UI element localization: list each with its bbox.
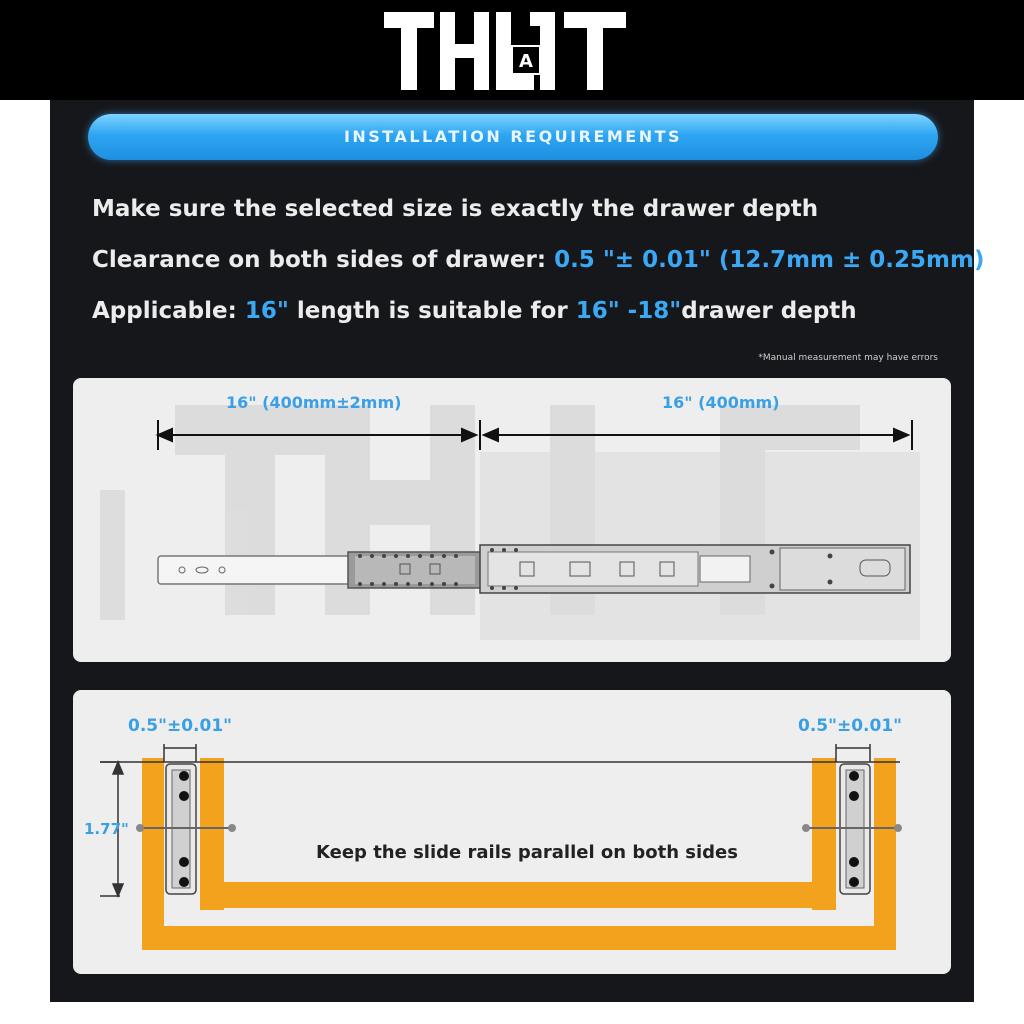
parallel-caption: Keep the slide rails parallel on both sides [316, 842, 738, 863]
measurement-note: *Manual measurement may have errors [758, 353, 938, 363]
right-clearance-label: 0.5"±0.01" [798, 716, 903, 736]
extended-length-label: 16" (400mm) [662, 393, 780, 412]
depth-range: 16" -18" [575, 298, 682, 324]
applicable-mid: length is suitable for [288, 298, 576, 324]
requirement-line-1: Make sure the selected size is exactly the drawer depth [92, 196, 819, 222]
banner-title: INSTALLATION REQUIREMENTS [343, 127, 683, 146]
slide-length: 16" [244, 298, 289, 324]
left-clearance-label: 0.5"±0.01" [128, 716, 233, 736]
closed-length-label: 16" (400mm±2mm) [226, 393, 402, 412]
applicable-label: Applicable: [92, 298, 245, 324]
clearance-label: Clearance on both sides of drawer: [92, 247, 555, 273]
clearance-value: 0.5 "± 0.01" (12.7mm ± 0.25mm) [554, 247, 985, 273]
applicable-end: drawer depth [681, 298, 857, 324]
svg-text:A: A [519, 51, 533, 72]
rail-height-label: 1.77" [84, 820, 129, 838]
